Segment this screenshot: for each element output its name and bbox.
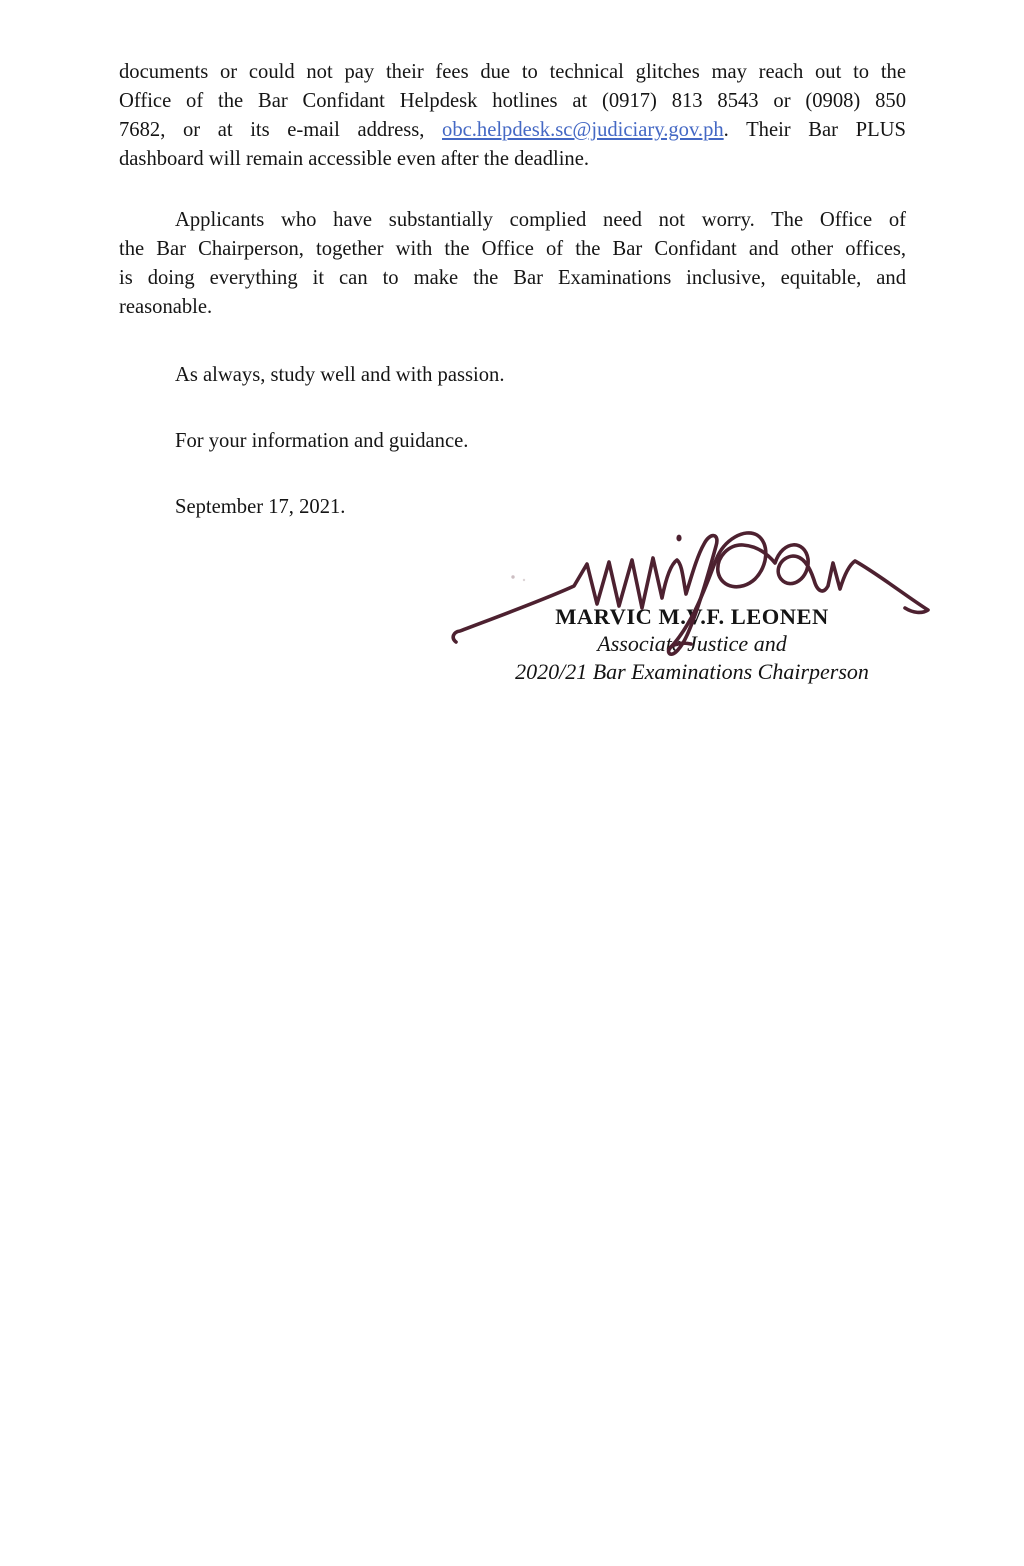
paragraph-line: is doing everything it can to make the Bar Examinations inclusive, equitable, and — [119, 267, 906, 289]
letter-date — [119, 493, 906, 522]
signature-dot — [676, 535, 681, 542]
signatory-block — [452, 603, 932, 685]
paragraph-line-with-email — [119, 116, 906, 145]
signatory-name: MARVIC M.V.F. LEONEN — [555, 604, 829, 629]
paragraph-reassurance — [119, 206, 906, 322]
email-line-prefix: 7682, or at its e-mail address, — [119, 119, 443, 141]
ink-speck — [523, 579, 525, 581]
email-line-suffix: . Their Bar PLUS — [723, 119, 906, 141]
paragraph-line: Applicants who have substantially complied need not worry. The Office of — [175, 209, 906, 231]
paragraph-line: reasonable. — [119, 296, 213, 318]
paragraph-line: dashboard will remain accessible even after the deadline. — [119, 148, 590, 170]
date-line: September 17, 2021. — [175, 496, 346, 518]
paragraph-line: For your information and guidance. — [175, 430, 469, 452]
paragraph-closing — [119, 427, 906, 456]
paragraph-line: documents or could not pay their fees due to technical glitches may reach out to the — [119, 61, 906, 83]
paragraph-encouragement — [119, 361, 906, 390]
paragraph-line: As always, study well and with passion. — [175, 364, 505, 386]
ink-speck — [511, 575, 514, 578]
paragraph-line: the Bar Chairperson, together with the Office of the Bar Confidant and other offices, — [119, 238, 906, 260]
signatory-title-line2: 2020/21 Bar Examinations Chairperson — [515, 658, 869, 684]
paragraph-line: Office of the Bar Confidant Helpdesk hotlines at (0917) 813 8543 or (0908) 850 — [119, 90, 906, 112]
email-link[interactable]: obc.helpdesk.sc@judiciary.gov.ph — [442, 119, 724, 141]
letter-body — [119, 58, 906, 522]
signatory-title-line1: Associate Justice and — [597, 631, 787, 656]
paragraph-helpdesk — [119, 58, 906, 174]
